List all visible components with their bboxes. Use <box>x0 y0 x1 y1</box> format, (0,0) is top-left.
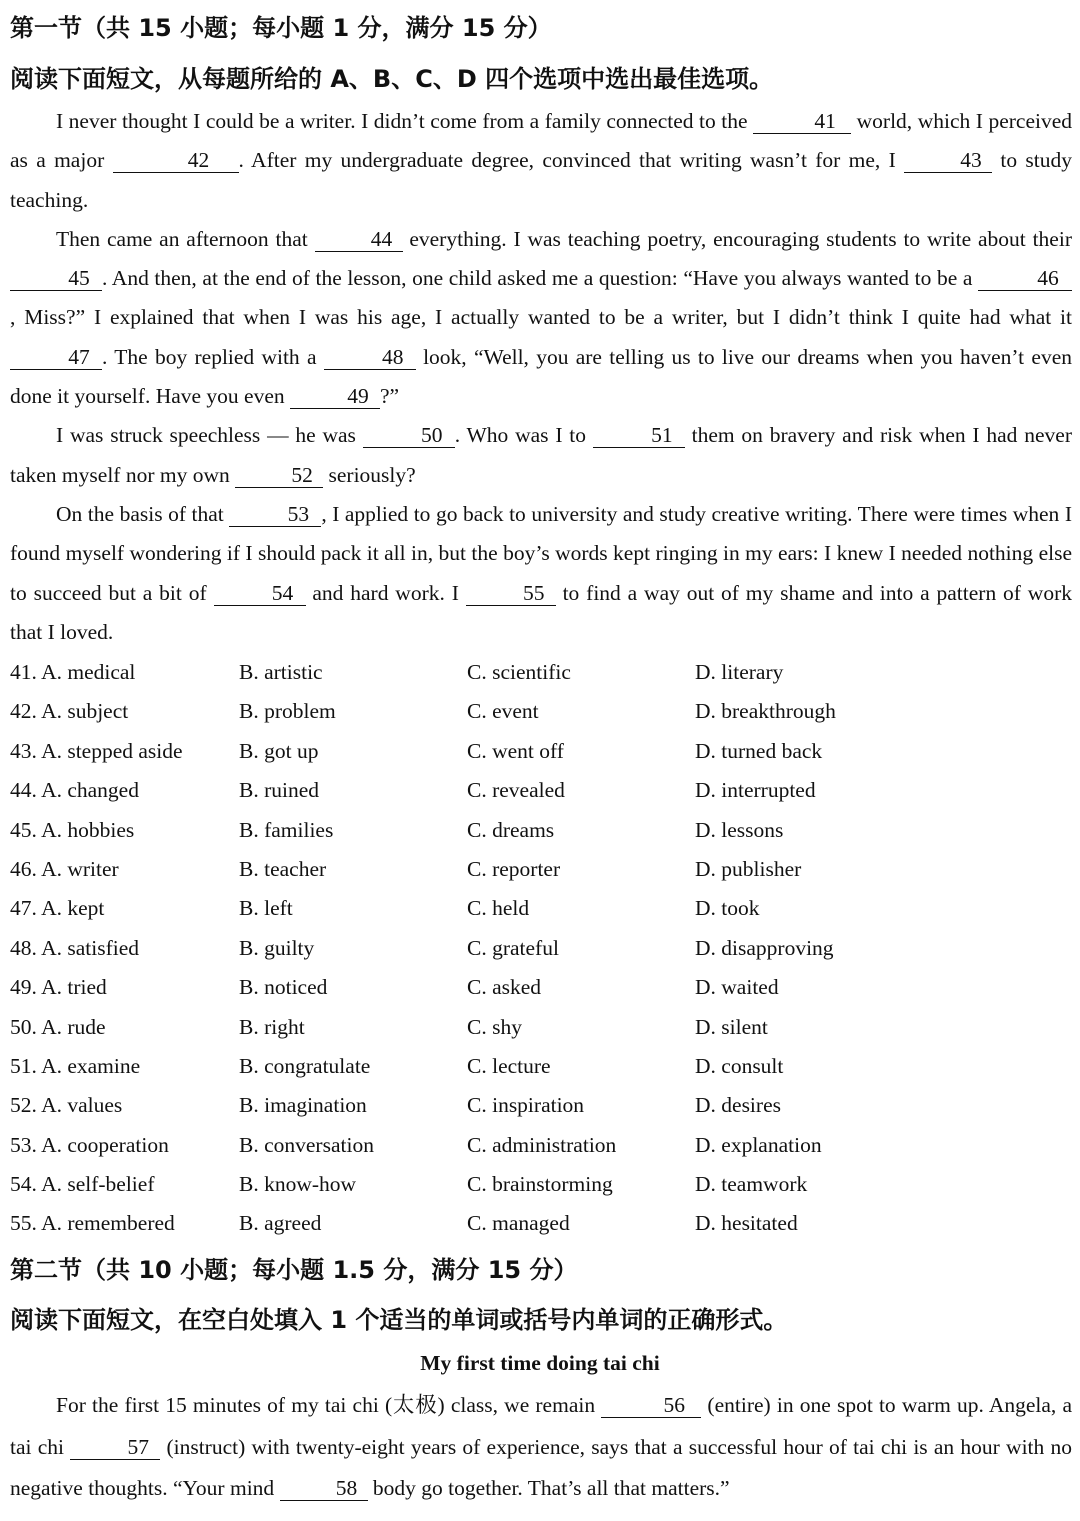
option-choice: B. ruined <box>239 778 320 803</box>
option-choice: C. grateful <box>467 935 559 960</box>
option-choice: C. scientific <box>467 660 571 684</box>
option-choice: 44. A. changed <box>10 778 139 803</box>
option-choice: C. asked <box>467 975 542 1000</box>
passage1-paragraph-3 <box>10 416 1072 495</box>
text-run: Then came an afternoon that <box>56 226 315 251</box>
blank-55: 55 <box>466 582 556 606</box>
option-choice: B. left <box>239 896 293 921</box>
text-run: . The boy replied with a <box>102 344 324 369</box>
text-run: . And then, at the end of the lesson, one child asked me a question: “Have you always wanted to be a <box>102 266 978 291</box>
blank-44: 44 <box>315 228 403 252</box>
option-choice: 43. A. stepped aside <box>10 738 183 763</box>
text-run: . After my undergraduate degree, convinced that writing wasn’t for me, I <box>238 148 905 173</box>
option-choice: 47. A. kept <box>10 896 105 921</box>
text-run: (instruct) with twenty-eight years of experience, says that a successful hour of tai chi is an hour with no negative thoughts. “Your mind <box>10 1434 1072 1500</box>
section2-instruction: 阅读下面短文，在空白处填入 1 个适当的单词或括号内单词的正确形式。 <box>10 1306 788 1334</box>
passage2-title: My first time doing tai chi <box>420 1351 660 1375</box>
text-run: look, “Well, you are telling us to live our dreams when you haven’t even done it yourself. Have you even <box>10 344 1072 409</box>
section2-heading: 第二节（共 10 小题；每小题 1.5 分，满分 15 分） <box>10 1256 578 1284</box>
blank-47: 47 <box>10 346 102 370</box>
option-choice: 52. A. values <box>10 1093 123 1118</box>
option-choice: D. consult <box>695 1053 784 1078</box>
blank-48: 48 <box>324 346 416 370</box>
blank-42: 42 <box>113 149 239 173</box>
text-run: world, which I perceived as a major <box>10 109 1073 173</box>
option-choice: C. held <box>467 896 530 921</box>
option-choice: D. turned back <box>695 738 823 763</box>
blank-56: 56 <box>601 1394 701 1418</box>
option-choice: D. disapproving <box>695 935 834 960</box>
option-choice: B. families <box>239 817 334 842</box>
option-choice: B. got up <box>239 738 319 763</box>
text-run: , Miss?” I explained that when I was his age, I actually wanted to be a writer, but I didn’t think I quite had what it <box>10 305 1072 330</box>
blank-51: 51 <box>593 424 685 448</box>
text-run: On the basis of that <box>56 501 230 526</box>
text-run: to study teaching. <box>10 148 1072 212</box>
option-choice: B. imagination <box>239 1093 367 1118</box>
text-run: body go together. That’s all that matters.” <box>367 1476 730 1500</box>
option-choice: D. hesitated <box>695 1211 798 1236</box>
text-run: , I applied to go back to university and study creative writing. There were times when I found myself wondering if I should pack it all in, but the boy’s words kept ringing in my ears: I knew I needed nothing else to succeed but a bit of <box>10 501 1072 605</box>
text-run: to find a way out of my shame and into a pattern of work that I loved. <box>10 580 1072 644</box>
option-choice: D. desires <box>695 1093 781 1118</box>
option-choice: D. took <box>695 896 760 921</box>
option-choice: 55. A. remembered <box>10 1211 175 1236</box>
option-choice: 49. A. tried <box>10 975 107 1000</box>
option-choice: C. revealed <box>467 778 565 803</box>
text-run: ?” <box>380 384 400 409</box>
option-choice: B. noticed <box>239 975 328 1000</box>
option-choice: C. administration <box>467 1132 617 1157</box>
option-choice: B. problem <box>239 699 336 724</box>
option-choice: D. silent <box>695 1014 768 1039</box>
blank-50: 50 <box>363 424 455 448</box>
text-run: them on bravery and risk when I had never taken myself nor my own <box>10 423 1072 487</box>
option-choice: C. inspiration <box>467 1093 585 1118</box>
option-choice: B. agreed <box>239 1211 322 1236</box>
option-choice: D. lessons <box>695 817 784 842</box>
option-choice: C. lecture <box>467 1053 551 1078</box>
option-choice: C. went off <box>467 738 564 763</box>
option-choice: B. artistic <box>239 660 323 684</box>
option-choice: D. waited <box>695 975 779 1000</box>
passage1-paragraph-2 <box>10 220 1072 416</box>
blank-43: 43 <box>904 149 992 173</box>
option-choice: B. guilty <box>239 935 315 960</box>
option-choice: 45. A. hobbies <box>10 817 135 842</box>
option-choice: B. teacher <box>239 856 327 881</box>
option-choice: B. conversation <box>239 1132 374 1157</box>
text-run: . Who was I to <box>454 423 593 448</box>
text-run: I never thought I could be a writer. I didn’t come from a family connected to the <box>56 109 754 133</box>
section1-instruction: 阅读下面短文，从每题所给的 A、B、C、D 四个选项中选出最佳选项。 <box>10 65 774 93</box>
text-run: and hard work. I <box>305 580 466 605</box>
text-run: seriously? <box>323 462 416 487</box>
option-choice: B. know-how <box>239 1172 357 1197</box>
option-choice: C. event <box>467 699 539 724</box>
option-choice: C. shy <box>467 1014 522 1039</box>
passage1-paragraph-1 <box>10 102 1072 220</box>
passage2-paragraph-1 <box>10 1385 1072 1510</box>
text-run: I was struck speechless — he was <box>56 423 363 448</box>
passage2 <box>10 1385 1072 1510</box>
section1-heading: 第一节（共 15 小题；每小题 1 分，满分 15 分） <box>10 14 552 42</box>
blank-49: 49 <box>290 385 380 409</box>
blank-45: 45 <box>10 267 102 291</box>
blank-57: 57 <box>70 1436 160 1460</box>
option-choice: D. breakthrough <box>695 699 836 724</box>
option-choice: C. dreams <box>467 817 555 842</box>
option-choice: 53. A. cooperation <box>10 1132 169 1157</box>
blank-54: 54 <box>214 582 306 606</box>
text-run: For the first 15 minutes of my tai chi (太极) class, we remain <box>56 1393 602 1417</box>
blank-52: 52 <box>235 464 323 488</box>
option-choice: 41. A. medical <box>10 660 136 684</box>
option-choice: C. brainstorming <box>467 1172 613 1197</box>
blank-46: 46 <box>978 267 1072 291</box>
option-choice: D. literary <box>695 660 784 684</box>
option-choice: B. right <box>239 1014 305 1039</box>
option-choice: 50. A. rude <box>10 1014 106 1039</box>
option-choice: 51. A. examine <box>10 1053 141 1078</box>
option-choice: D. teamwork <box>695 1172 808 1197</box>
option-choice: 48. A. satisfied <box>10 935 139 960</box>
option-choice: D. explanation <box>695 1132 822 1157</box>
blank-41: 41 <box>753 110 851 134</box>
option-choice: 54. A. self-belief <box>10 1172 155 1197</box>
option-choice: C. reporter <box>467 856 561 881</box>
option-choice: C. managed <box>467 1211 570 1236</box>
option-choice: B. congratulate <box>239 1053 371 1078</box>
text-run: (entire) in one spot to warm up. Angela, a tai chi <box>10 1393 1072 1459</box>
option-choice: D. publisher <box>695 856 802 881</box>
text-run: everything. I was teaching poetry, encouraging students to write about their <box>402 226 1072 251</box>
option-choice: 42. A. subject <box>10 699 129 724</box>
passage1 <box>10 102 1072 652</box>
option-choice: 46. A. writer <box>10 856 119 881</box>
option-choice: D. interrupted <box>695 778 816 803</box>
blank-53: 53 <box>229 503 321 527</box>
blank-58: 58 <box>280 1477 368 1501</box>
passage1-paragraph-4 <box>10 495 1072 652</box>
